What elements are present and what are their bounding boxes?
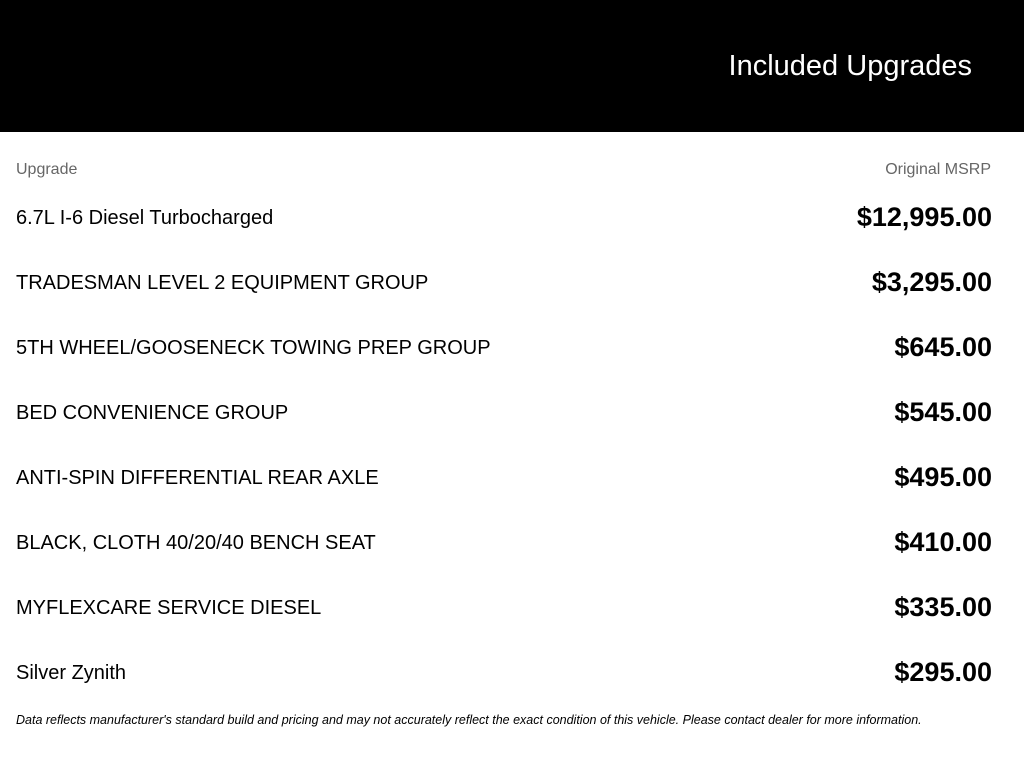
upgrade-name: BED CONVENIENCE GROUP bbox=[16, 402, 289, 424]
upgrade-price: $3,295.00 bbox=[871, 267, 992, 297]
list-item bbox=[0, 390, 1024, 455]
list-item bbox=[0, 325, 1024, 390]
list-item bbox=[0, 260, 1024, 325]
upgrade-name: ANTI-SPIN DIFFERENTIAL REAR AXLE bbox=[16, 467, 379, 489]
column-header-upgrade: Upgrade bbox=[16, 161, 78, 178]
list-item bbox=[0, 520, 1024, 585]
list-item bbox=[0, 455, 1024, 520]
upgrade-name: 6.7L I-6 Diesel Turbocharged bbox=[16, 207, 274, 229]
header-banner bbox=[0, 0, 1024, 132]
upgrade-price: $295.00 bbox=[894, 657, 992, 687]
upgrade-price: $545.00 bbox=[894, 397, 992, 427]
upgrade-price: $495.00 bbox=[894, 462, 992, 492]
page-title: Included Upgrades bbox=[728, 50, 972, 82]
upgrade-name: TRADESMAN LEVEL 2 EQUIPMENT GROUP bbox=[16, 272, 429, 294]
upgrade-name: 5TH WHEEL/GOOSENECK TOWING PREP GROUP bbox=[16, 337, 491, 359]
upgrade-price: $12,995.00 bbox=[856, 202, 992, 232]
upgrade-price: $335.00 bbox=[894, 592, 992, 622]
list-item bbox=[0, 585, 1024, 650]
upgrade-name: Silver Zynith bbox=[16, 662, 127, 684]
upgrades-list bbox=[0, 195, 1024, 715]
disclaimer-text: Data reflects manufacturer's standard build and pricing and may not accurately reflect the exact condition of this vehicle. Please contact dealer for more information. bbox=[16, 713, 922, 727]
list-item bbox=[0, 195, 1024, 260]
upgrade-name: MYFLEXCARE SERVICE DIESEL bbox=[16, 597, 322, 619]
upgrade-price: $410.00 bbox=[894, 527, 992, 557]
upgrade-price: $645.00 bbox=[894, 332, 992, 362]
upgrade-name: BLACK, CLOTH 40/20/40 BENCH SEAT bbox=[16, 532, 376, 554]
list-item bbox=[0, 650, 1024, 715]
column-header-msrp: Original MSRP bbox=[885, 161, 991, 178]
